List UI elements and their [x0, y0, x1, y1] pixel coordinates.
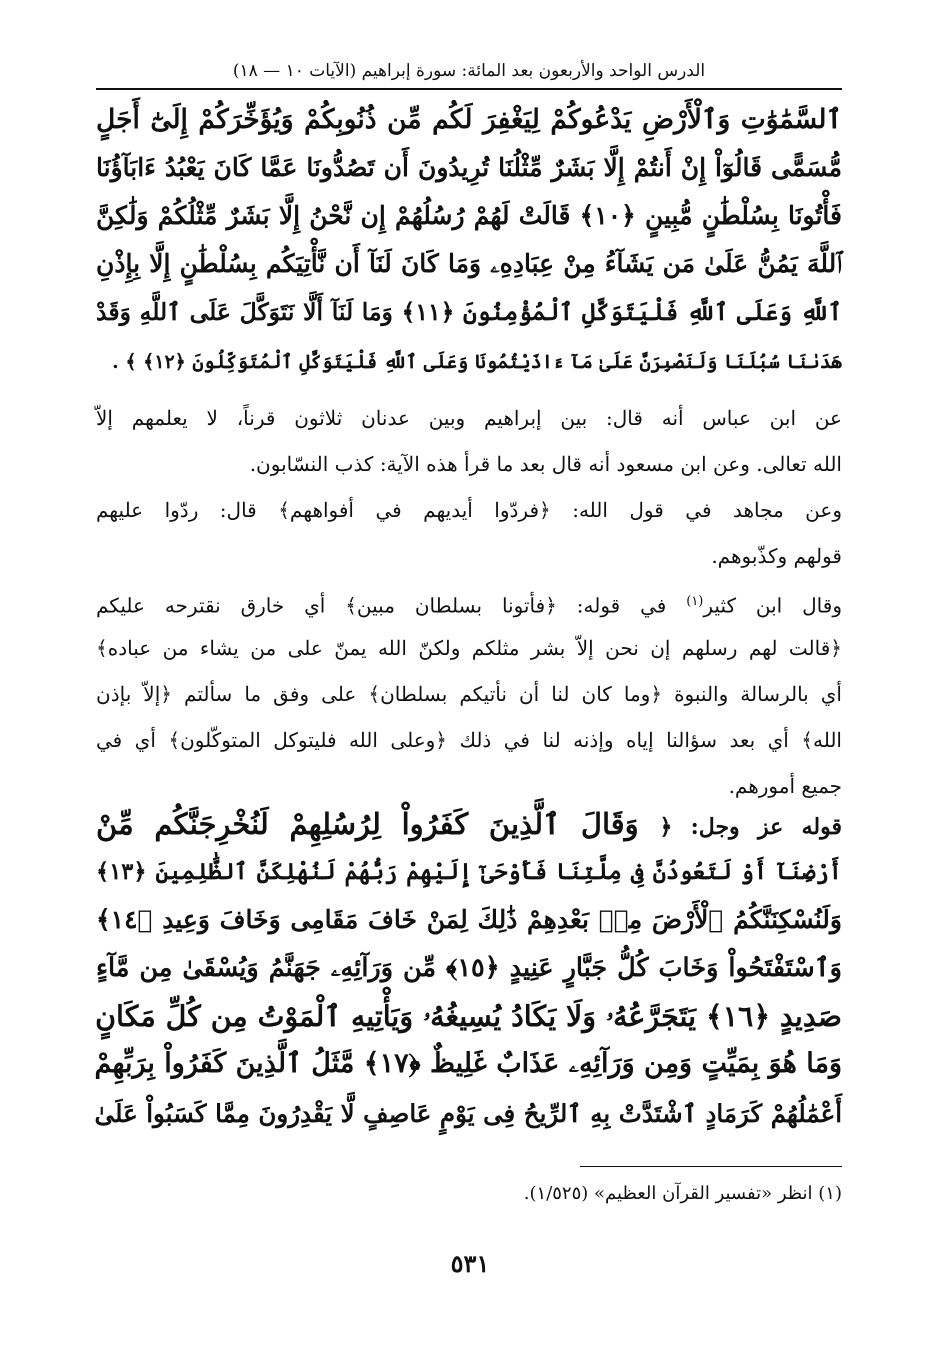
- ibn-kathir-citation: وقال ابن كثير: [703, 593, 842, 618]
- quran-verse-line: ٱللَّهَ يَمُنُّ عَلَىٰ مَن يَشَآءُ مِنْ عِبَادِهِۦ وَمَا كَانَ لَنَآ أَن نَّأْتِيَكُم بِسُلْطَٰنٍ إِلَّا بِإِذْنِ: [96, 249, 842, 278]
- commentary-line: الله﴾ أي بعد سؤالنا إياه وإذنه لنا في ذلك ﴿وعلى الله فليتوكل المتوكّلون﴾ أي في: [96, 728, 842, 752]
- quran-verse-line: مُّسَمًّى قَالُوٓاْ إِنْ أَنتُمْ إِلَّا بَشَرٌ مِّثْلُنَا تُرِيدُونَ أَن تَصُدُّونَا عَمَّا كَانَ يَعْبُدُ ءَابَآؤُنَا: [96, 153, 842, 182]
- quran-verse-line: أَرْضِنَآ أَوْ لَتَعُودُنَّ فِى مِلَّتِنَا فَأَوْحَىٰٓ إِلَيْهِمْ رَبُّهُمْ لَنُهْلِكَنَّ ٱلظَّٰلِمِينَ ﴿١٣﴾: [96, 859, 842, 885]
- page-number: ٥٣١: [450, 1249, 490, 1278]
- commentary-text: في قوله: ﴿فأتونا بسلطان مبين﴾ أي خارق نقترحه عليكم: [96, 593, 687, 618]
- quran-verse-line: وَلَنُسْكِنَنَّكُمُ ٱلْأَرْضَ مِنۢ بَعْدِهِمْ ذَٰلِكَ لِمَنْ خَافَ مَقَامِى وَخَافَ وَعِيدِ ﴿١٤﴾: [96, 905, 842, 934]
- quran-verse-line: هَدَىٰنَا سُبُلَنَا وَلَنَصْبِرَنَّ عَلَىٰ مَآ ءَاذَيْتُمُونَا وَعَلَى ٱللَّهِ فَلْيَتَوَكَّلِ ٱلْمُتَوَكِّلُونَ ﴿١٢﴾ ﴾ .: [112, 351, 842, 373]
- quran-verse-line: صَدِيدٍ ﴿١٦﴾ يَتَجَرَّعُهُۥ وَلَا يَكَادُ يُسِيغُهُۥ وَيَأْتِيهِ ٱلْمَوْتُ مِن كُلِّ مَكَانٍ: [95, 999, 842, 1033]
- quran-verse-line: وَمَا هُوَ بِمَيِّتٍ وَمِن وَرَآئِهِۦ عَذَابٌ غَلِيظٌ ﴿١٧﴾ مَّثَلُ ٱلَّذِينَ كَفَرُواْ بِرَبِّهِمْ: [94, 1048, 842, 1079]
- commentary-line: وعن مجاهد في قول الله: ﴿فردّوا أيديهم في أفواههم﴾ قال: ردّوا عليهم: [96, 498, 842, 522]
- quran-text: وَقَالَ ٱلَّذِينَ كَفَرُواْ لِرُسُلِهِمْ لَنُخْرِجَنَّكُم مِّنْ: [96, 807, 639, 841]
- footnote-marker: (١): [686, 594, 704, 609]
- commentary-line: [96, 582, 842, 622]
- commentary-line: عن ابن عباس أنه قال: بين إبراهيم وبين عدنان ثلاثون قرناً، لا يعلمهم إلاّ: [96, 406, 842, 430]
- quran-verse-line: ٱلسَّمَٰوَٰتِ وَٱلْأَرْضِ يَدْعُوكُمْ لِيَغْفِرَ لَكُم مِّن ذُنُوبِكُمْ وَيُؤَخِّرَكُمْ إِلَىٰٓ أَجَلٍ: [96, 104, 842, 135]
- verse-intro-label: قوله عز وجل: ﴿: [659, 814, 842, 840]
- running-header: الدرس الواحد والأربعون بعد المائة: سورة إبراهيم (الآيات ١٠ — ١٨): [96, 54, 842, 90]
- commentary-line: أي بالرسالة والنبوة ﴿وما كان لنا أن نأتيكم بسلطان﴾ على وفق ما سألتم ﴿إلاّ بإذن: [96, 682, 842, 706]
- commentary-line: الله تعالى. وعن ابن مسعود أنه قال بعد ما قرأ هذه الآية: كذب النسّابون.: [249, 452, 842, 476]
- commentary-line: قولهم وكذّبوهم.: [711, 544, 842, 568]
- quran-verse-line: فَأْتُونَا بِسُلْطَٰنٍ مُّبِينٍ ﴿١٠﴾ قَالَتْ لَهُمْ رُسُلُهُمْ إِن نَّحْنُ إِلَّا بَشَرٌ مِّثْلُكُمْ وَلَٰكِنَّ: [96, 201, 842, 230]
- quran-verse-line: ٱللَّهِ وَعَلَى ٱللَّهِ فَلْيَتَوَكَّلِ ٱلْمُؤْمِنُونَ ﴿١١﴾ وَمَا لَنَآ أَلَّا نَتَوَكَّلَ عَلَى ٱللَّهِ وَقَدْ: [96, 298, 842, 326]
- quran-verse-line: وَٱسْتَفْتَحُواْ وَخَابَ كُلُّ جَبَّارٍ عَنِيدٍ ﴿١٥﴾ مِّن وَرَآئِهِۦ جَهَنَّمُ وَيُسْقَىٰ مِن مَّآءٍ: [96, 953, 842, 983]
- commentary-line: جميع أمورهم.: [728, 774, 842, 798]
- quran-verse-line: [96, 800, 842, 848]
- commentary-line: ﴿قالت لهم رسلهم إن نحن إلاّ بشر مثلكم ولكنّ الله يمنّ على من يشاء من عباده﴾: [96, 636, 842, 660]
- quran-verse-line: أَعْمَٰلُهُمْ كَرَمَادٍ ٱشْتَدَّتْ بِهِ ٱلرِّيحُ فِى يَوْمٍ عَاصِفٍ لَّا يَقْدِرُونَ مِمَّا كَسَبُواْ عَلَىٰ: [94, 1099, 842, 1128]
- footnote-divider: [580, 1166, 842, 1167]
- footnote: (١) انظر «تفسير القرآن العظيم» (١/٥٢٥).: [523, 1183, 842, 1204]
